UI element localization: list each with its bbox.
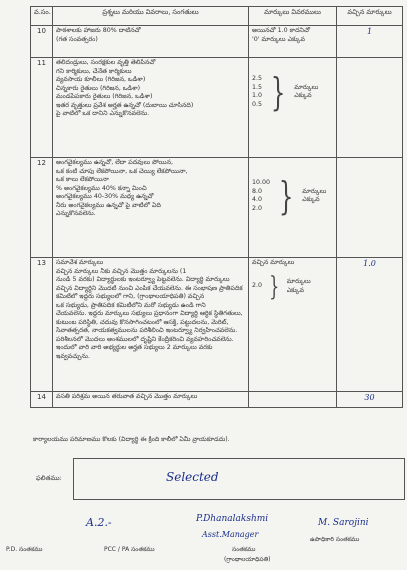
marks-value: 2.0 (252, 282, 263, 290)
question-line: నుండి 5 వరకు) విద్యార్థులకు ఇంటర్వ్యూ పెట్టవలెను. విద్యార్థి మార్కులు (56, 276, 230, 283)
row-number: 10 (31, 26, 53, 58)
question-line: ఇవ్వవచ్చును. (56, 352, 90, 360)
marks-values (252, 282, 262, 291)
row-number: 13 (31, 258, 53, 392)
marks-table (30, 6, 403, 408)
curly-brace: } (269, 271, 280, 302)
marks-value: 1.5 (252, 83, 263, 91)
row-question (53, 58, 249, 158)
question-line: నీరు అంగవైకల్యము ఉన్నచో పై వాటిలో ఏది (56, 201, 161, 209)
question-line: వ్యవసాయ కూలీలు (గిరిజన, ఒడిశా) (56, 76, 146, 83)
pd-handwriting: A.2.- (86, 516, 112, 529)
question-line: అంగవైకల్యము 40-30% మధ్య ఉన్నచో (56, 193, 154, 200)
question-line: పాఠశాలకు హాజరు 80% దాటినచో (56, 27, 141, 34)
marks-text: '0' మార్కులు ఎక్కువ (252, 35, 305, 43)
curly-brace: } (270, 70, 286, 114)
marks-value: 8.0 (252, 187, 263, 195)
row-number: 12 (31, 158, 53, 258)
header-questions: ప్రశ్నలు మరియు వివరాలు, సంగతులు (53, 7, 249, 26)
row-marks-details (249, 26, 337, 58)
row-marks-details (249, 58, 337, 158)
marks-text: వచ్చిన మార్కులు (252, 259, 295, 266)
asst-signature-label: సంతకము (232, 546, 256, 553)
total-awarded: 30 (337, 392, 403, 408)
marks-values (252, 179, 270, 213)
question-line: వచ్చిన మార్కులు నీకు వచ్చిన మొత్తం మార్కులను (1 (56, 267, 187, 275)
question-line: ఇందులో వారి వారి అభ్యర్థుల అర్హత సభ్యులు 2 మార్కులు వరకు (56, 344, 213, 351)
row-awarded (337, 158, 403, 258)
row-awarded: 1 (337, 26, 403, 58)
question-line: వసతి పరిశ్రమ అయిన తరువాత వచ్చిన మొత్తం మార్కులు (56, 393, 198, 400)
header-serial: వ.సం. (31, 7, 53, 26)
table-header-row (31, 7, 403, 26)
marks-label: మార్కులు ఎక్కువ (294, 83, 319, 99)
row-marks-details (249, 258, 337, 392)
question-line: ఎన్నుకొనవలెను. (56, 210, 96, 217)
pcc-signature-label: PCC / PA సంతకము (104, 546, 155, 553)
result-value: Selected (166, 470, 219, 484)
question-line: సమావేశ మార్కులు (56, 259, 104, 266)
row-number: 11 (31, 58, 53, 158)
row-marks-details (249, 158, 337, 258)
question-line: తలిదండ్రులు, సంరక్షకుల వృత్తి తెలిపినచో (56, 59, 156, 66)
question-line: ఒక సభ్యుడు, ప్రాతిపదిక కమిటీలోని మరో సభ్యుడు ఉండి గాని (56, 301, 206, 309)
table-row (31, 58, 403, 158)
marks-value: 2.5 (252, 75, 263, 82)
office-use-note: కార్యాలయము పరిమాణము కొలకు (విద్యార్థి ఈ క్రింది కాలీలో ఏమీ వ్రాయకూడదు). (33, 436, 230, 443)
row-question (53, 258, 249, 392)
marks-label: మార్కులు ఎక్కువ (286, 278, 311, 294)
result-box (73, 458, 405, 500)
marks-value: 4.0 (252, 196, 263, 203)
marks-text: అయినచో 1.0 కాదనిచో (252, 27, 310, 34)
marks-label: మార్కులు ఎక్కువ (302, 187, 327, 203)
question-line: వచ్చిన విద్యార్థిని మొదటి నుంచి ఎంపిక చేయవలెను. ఈ సంభాషణ ప్రాతిపదిక (56, 284, 243, 292)
question-line: సేవాతత్పరత, నాయకత్వములను పరిశీలించి ఇంటర్వ్యూ నిర్వహించవలెను. (56, 327, 238, 334)
officer-signature: M. Sarojini (318, 518, 369, 528)
table-row (31, 392, 403, 408)
marks-value: 0.5 (252, 100, 263, 108)
question-line: గని కార్మికులు, చేనేత కార్మికులు (56, 67, 132, 75)
row-question (53, 392, 249, 408)
question-line: పరిశీలనలో మొదలు అంశములలో దృష్టిని కేంద్రీకరించి వ్యవహరించవలెను. (56, 335, 234, 343)
question-line: అంగవైకల్యము ఉన్నచో, లేదా పదవులు పోయిన, (56, 159, 174, 166)
table-row (31, 158, 403, 258)
question-line: చిన్నకారు రైతులు (గిరిజన, ఒడిశా) (56, 84, 141, 92)
question-line: చేయవలెను. ఇద్దరు మార్కులు సభ్యులు ప్రధానంగా విద్యార్థి ఆర్థిక స్థితిగతులు, (56, 310, 243, 317)
marks-values (252, 75, 262, 109)
asst-signature-sub: (గ్రాంథాలయాధిపతి) (224, 556, 271, 563)
header-awarded: వచ్చిన మార్కులు (337, 7, 403, 26)
table-row (31, 26, 403, 58)
marks-value: 2.0 (252, 204, 263, 212)
row-question (53, 158, 249, 258)
asst-signature: P.Dhanalakshmi (196, 514, 269, 524)
asst-designation: Asst.Manager (202, 530, 259, 539)
question-line: పై వాటిలో ఒక దానిని ఎన్నుకొనవలెను. (56, 110, 150, 117)
question-line: ఒక కాలు లేకపోయినా (56, 176, 109, 183)
question-line: ఇతర వృత్తులు ప్రవేశ అర్హత ఉన్నచో (దుబాయి చూసినది) (56, 101, 194, 109)
result-label: ఫలితము: (36, 474, 62, 482)
marks-value: 1.0 (252, 92, 263, 99)
question-line: % అంగవైకల్యము 40% కన్నా మించి (56, 184, 147, 192)
question-line: కుటుంబ పరిస్థితి, చదువు కొనసాగించటంలో ఆసక్తి, పట్టుదలను, మెరిట్, (56, 318, 229, 326)
table-row (31, 258, 403, 392)
marks-value: 10.00 (252, 179, 271, 186)
row-awarded: 1.0 (337, 258, 403, 392)
question-line: మండపేపకారు రైతులు (గిరిజన, ఒడిశా) (56, 93, 153, 100)
row-question (53, 26, 249, 58)
row-awarded (337, 58, 403, 158)
pd-signature-label: P.D. సంతకము (6, 546, 43, 553)
row-number: 14 (31, 392, 53, 408)
question-line: కమిటీలో ఇద్దరు సభ్యులలో గాని, (గ్రాంథాలయాధిపతి) వచ్చిన (56, 293, 205, 300)
question-line: ఒక కంటి చూపు లేకపోయినా, ఒక చెయ్యి లేకపోయినా, (56, 167, 188, 175)
question-line: (గత సంవత్సరం) (56, 35, 98, 43)
header-marks-details: మార్కులు వివరములు (249, 7, 337, 26)
officer-signature-label: ఉపాధికారి సంతకము (310, 536, 360, 543)
curly-brace: } (278, 174, 294, 218)
row-marks-details (249, 392, 337, 408)
